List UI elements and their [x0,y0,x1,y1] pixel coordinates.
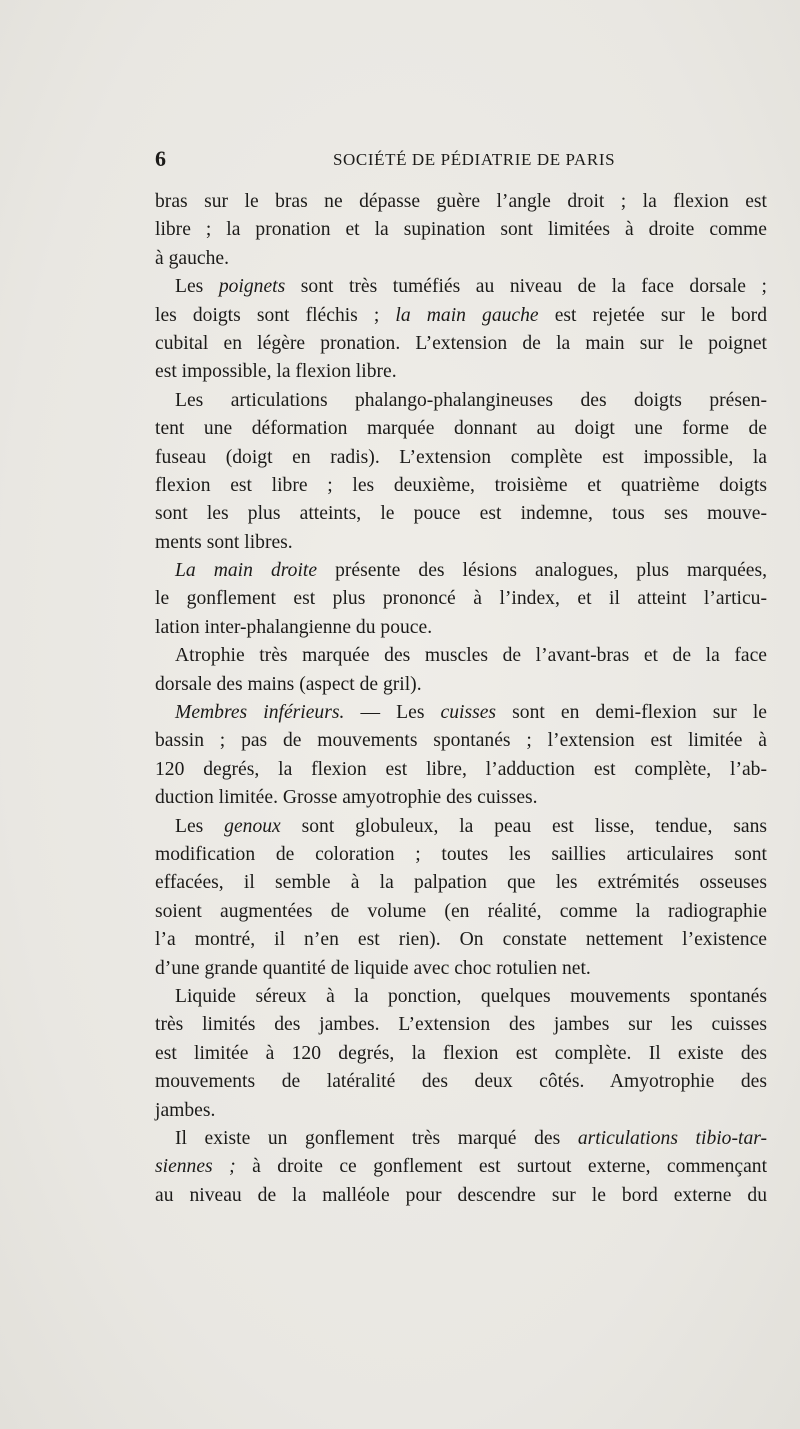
text-span: Les articulations phalango-phalangineuses des doigts présen- [175,389,767,411]
page-header [155,146,767,176]
text-span: le gonflement est plus prononcé à l’index, et il atteint l’articu- [155,588,767,610]
text-line [155,813,767,841]
text-line [155,188,767,216]
text-line [155,727,767,755]
text-line [155,869,767,897]
text-span: sont en demi-flexion sur le [496,702,767,724]
text-line [155,529,767,557]
text-span: sont les plus atteints, le pouce est indemne, tous ses mouve- [155,503,767,525]
text-line [155,983,767,1011]
text-line [155,756,767,784]
text-span: Liquide séreux à la ponction, quelques mouvements spontanés [175,985,767,1007]
italic-span: genoux [224,815,281,837]
italic-span: la main gauche [395,304,539,326]
text-span: duction limitée. Grosse amyotrophie des cuisses. [155,787,538,809]
page-number: 6 [155,146,167,171]
text-line [155,642,767,670]
text-span: au niveau de la malléole pour descendre sur le bord externe du [155,1184,767,1206]
body-text [155,188,767,1210]
text-line [155,784,767,812]
text-span: à droite ce gonflement est surtout externe, commençant [235,1156,768,1178]
text-line [155,387,767,415]
text-line [155,302,767,330]
text-span: flexion est libre ; les deuxième, troisième et quatrième doigts [155,474,767,496]
text-line [155,1182,767,1210]
text-span: fuseau (doigt en radis). L’extension complète est impossible, la [155,446,767,468]
text-line [155,1153,767,1181]
text-span: tent une déformation marquée donnant au doigt une forme de [155,418,767,440]
text-line [155,330,767,358]
text-span: bassin ; pas de mouvements spontanés ; l’extension est limitée à [155,730,767,752]
text-line [155,1011,767,1039]
text-span: à gauche. [155,247,229,269]
text-span: lation inter-phalangienne du pouce. [155,616,433,638]
text-line [155,472,767,500]
text-span: l’a montré, il n’en est rien). On constate nettement l’existence [155,929,767,951]
text-span: dorsale des mains (aspect de gril). [155,673,422,695]
italic-span: poignets [218,276,286,298]
text-span: sont très tuméfiés au niveau de la face dorsale ; [285,276,767,298]
text-line [155,557,767,585]
text-line [155,500,767,528]
text-span: ments sont libres. [155,531,293,553]
text-span: Les [175,276,219,298]
text-line [155,841,767,869]
text-span: libre ; la pronation et la supination sont limitées à droite comme [155,219,767,241]
text-line [155,415,767,443]
text-line [155,444,767,472]
text-span: modification de coloration ; toutes les saillies articulaires sont [155,843,767,865]
text-span: mouvements de latéralité des deux côtés. Amyotrophie des [155,1071,767,1093]
text-line [155,245,767,273]
text-line [155,216,767,244]
text-span: Les [175,815,225,837]
text-span: présente des lésions analogues, plus marquées, [317,560,767,582]
text-line [155,955,767,983]
text-span: sont globuleux, la peau est lisse, tendue, sans [280,815,767,837]
text-line [155,699,767,727]
text-line [155,358,767,386]
text-line [155,898,767,926]
text-line [155,1040,767,1068]
running-title: SOCIÉTÉ DE PÉDIATRIE DE PARIS [333,150,616,169]
text-line [155,614,767,642]
text-span: est impossible, la flexion libre. [155,361,397,383]
text-span: bras sur le bras ne dépasse guère l’angle droit ; la flexion est [155,191,767,212]
text-line [155,1068,767,1096]
text-span: les doigts sont fléchis ; [155,304,396,326]
italic-span: articulations tibio-tar- [577,1127,768,1149]
text-span: Il existe un gonflement très marqué des [175,1127,578,1149]
text-span: d’une grande quantité de liquide avec choc rotulien net. [155,957,591,979]
italic-span: La main droite [175,560,318,582]
text-line [155,1097,767,1125]
text-span: jambes. [155,1099,216,1121]
text-span: cubital en légère pronation. L’extension de la main sur le poignet [155,332,767,354]
text-span: Atrophie très marquée des muscles de l’avant-bras et de la face [175,645,767,667]
text-span: est limitée à 120 degrés, la flexion est complète. Il existe des [155,1042,767,1064]
italic-span: Membres inférieurs. [175,702,345,724]
text-line [155,926,767,954]
text-span: soient augmentées de volume (en réalité, comme la radiographie [155,900,767,922]
text-span: effacées, il semble à la palpation que les extrémités osseuses [155,872,767,894]
text-line [155,671,767,699]
text-span: — Les [344,702,441,724]
italic-span: siennes ; [155,1156,236,1178]
text-line [155,585,767,613]
text-line [155,1125,767,1153]
text-span: très limités des jambes. L’extension des jambes sur les cuisses [155,1014,767,1036]
text-span: 120 degrés, la flexion est libre, l’adduction est complète, l’ab- [155,758,767,780]
text-line [155,273,767,301]
italic-span: cuisses [440,702,497,724]
text-span: est rejetée sur le bord [538,304,767,326]
